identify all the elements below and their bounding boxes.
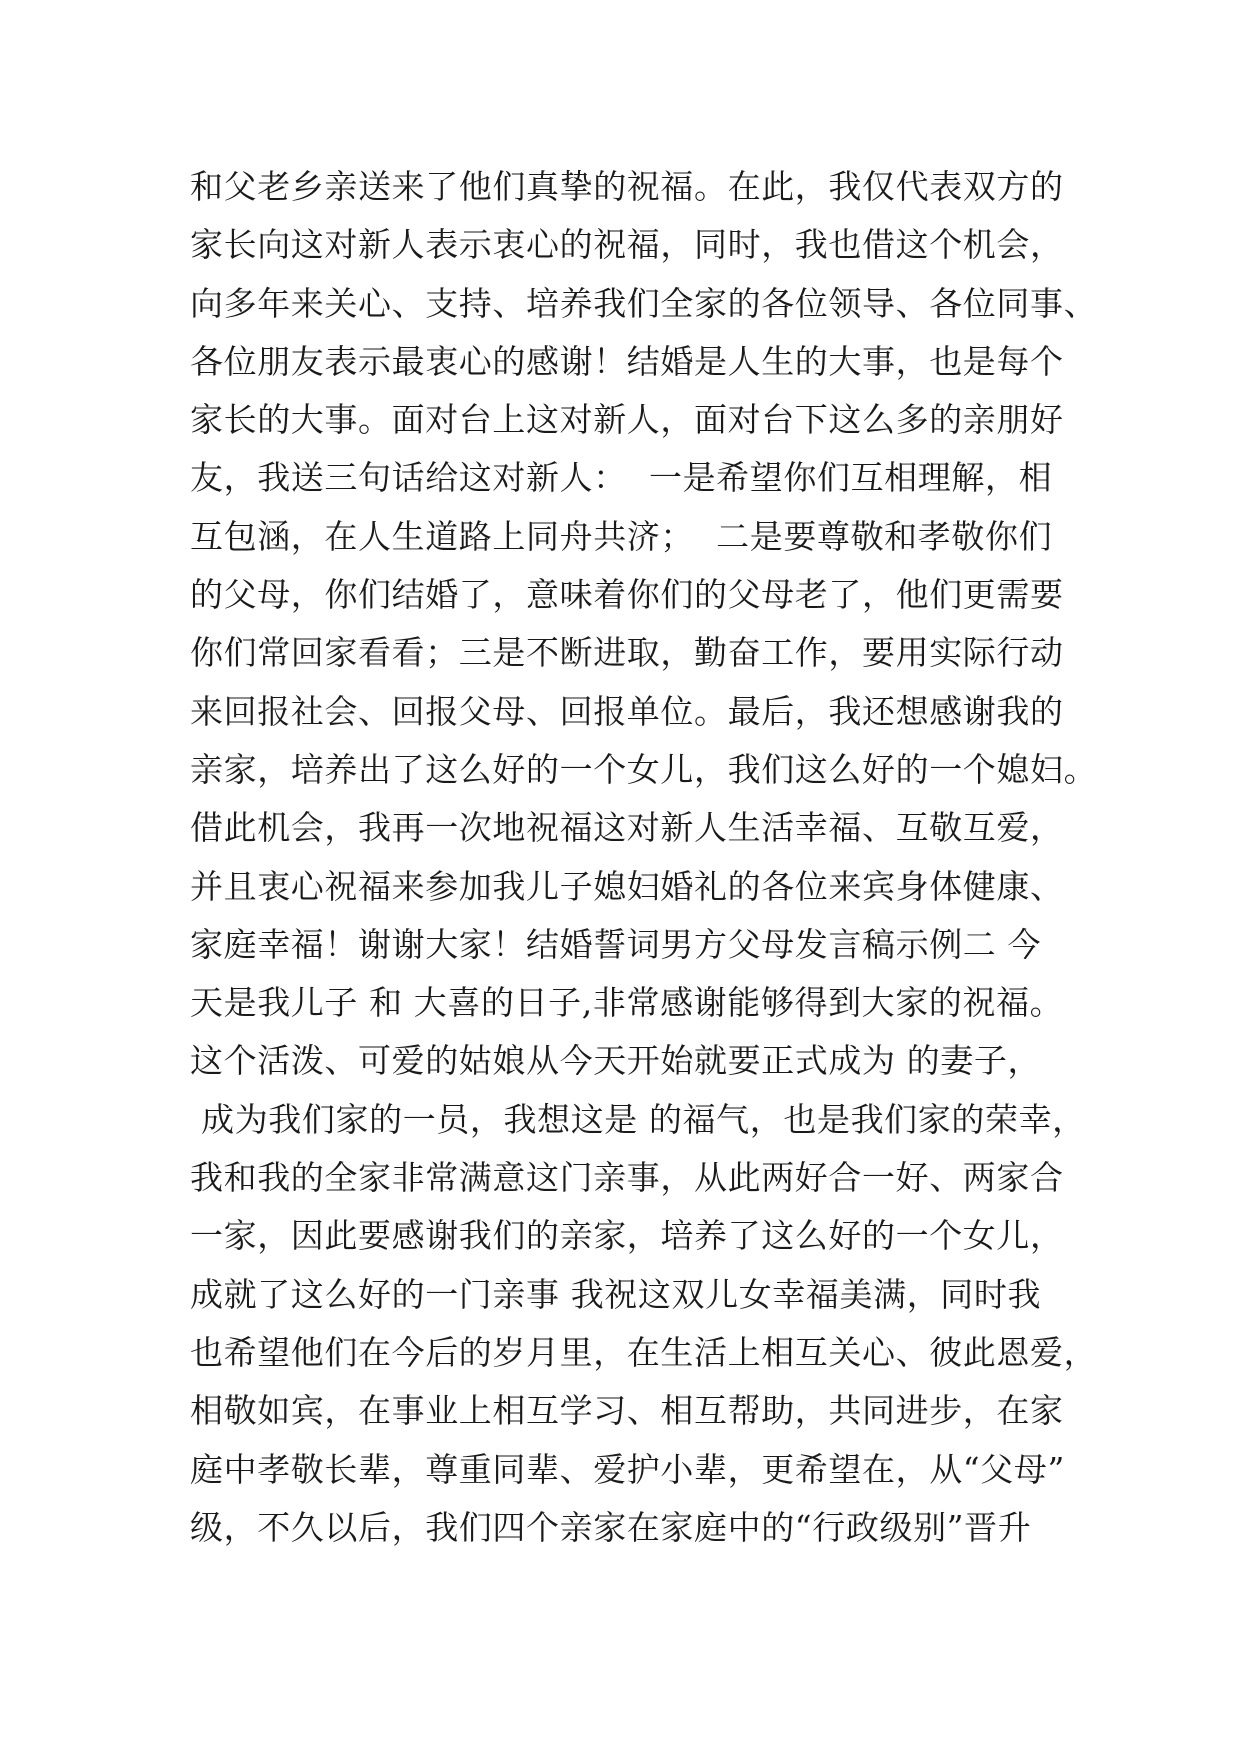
text-line: 互包涵，在人生道路上同舟共济； 二是要尊敬和孝敬你们 [190,516,1053,556]
text-line: 也希望他们在今后的岁月里，在生活上相互关心、彼此恩爱， [190,1332,1098,1372]
text-line: 相敬如宾，在事业上相互学习、相互帮助，共同进步，在家 [190,1391,1064,1431]
text-line: 你们常回家看看；三是不断进取，勤奋工作，要用实际行动 [190,633,1064,673]
text-line: 的父母，你们结婚了，意味着你们的父母老了，他们更需要 [190,575,1064,615]
text-line: 友，我送三句话给这对新人： 一是希望你们互相理解，相 [190,458,1053,498]
body-text [190,158,1098,1557]
text-line: 一家，因此要感谢我们的亲家，培养了这么好的一个女儿， [190,1216,1064,1256]
text-line: 级，不久以后，我们四个亲家在家庭中的“行政级别”晋升 [190,1507,1032,1547]
text-line: 家庭幸福！谢谢大家！结婚誓词男方父母发言稿示例二 今 [190,924,1042,964]
text-line: 来回报社会、回报父母、回报单位。最后，我还想感谢我的 [190,691,1064,731]
text-line: 亲家，培养出了这么好的一个女儿，我们这么好的一个媳妇。 [190,749,1098,789]
text-line: 天是我儿子 和 大喜的日子,非常感谢能够得到大家的祝福。 [190,983,1064,1023]
text-line: 成就了这么好的一门亲事 我祝这双儿女幸福美满，同时我 [190,1274,1042,1314]
text-line: 我和我的全家非常满意这门亲事，从此两好合一好、两家合 [190,1158,1064,1198]
text-line: 成为我们家的一员，我想这是 的福气，也是我们家的荣幸， [190,1099,1086,1139]
text-line: 家长向这对新人表示衷心的祝福，同时，我也借这个机会， [190,225,1064,265]
text-line: 庭中孝敬长辈，尊重同辈、爱护小辈，更希望在，从“父母” [190,1449,1065,1489]
text-line: 家长的大事。面对台上这对新人，面对台下这么多的亲朋好 [190,400,1064,440]
text-line: 各位朋友表示最衷心的感谢！结婚是人生的大事，也是每个 [190,341,1064,381]
text-line: 借此机会，我再一次地祝福这对新人生活幸福、互敬互爱， [190,808,1064,848]
text-line: 和父老乡亲送来了他们真挚的祝福。在此，我仅代表双方的 [190,167,1064,206]
text-line: 向多年来关心、支持、培养我们全家的各位领导、各位同事、 [190,283,1098,323]
text-line: 并且衷心祝福来参加我儿子媳妇婚礼的各位来宾身体健康、 [190,866,1064,906]
text-line: 这个活泼、可爱的姑娘从今天开始就要正式成为 的妻子， [190,1041,1042,1081]
